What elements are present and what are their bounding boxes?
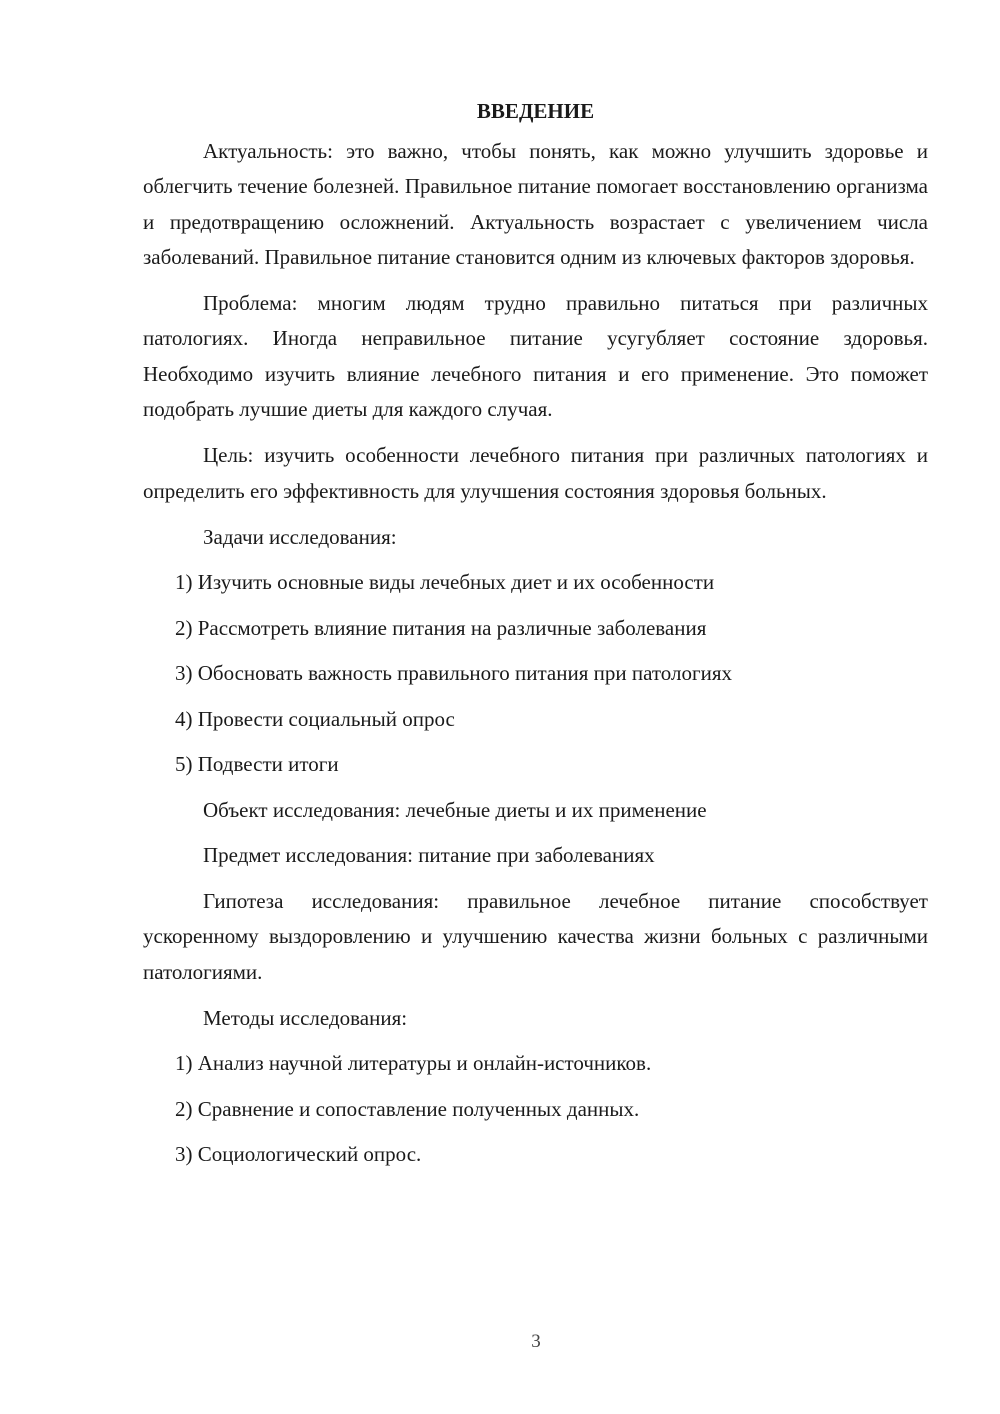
method-item-3: 3) Социологический опрос.	[175, 1142, 422, 1167]
task-item-5: 5) Подвести итоги	[175, 752, 339, 777]
method-item-2: 2) Сравнение и сопоставление полученных данных.	[175, 1096, 640, 1121]
research-subject: Предмет исследования: питание при заболеваниях	[203, 843, 655, 868]
goal-paragraph: Цель: изучить особенности лечебного питания при различных патологиях и определить его эффективность для улучшения состояния здоровья больных.	[143, 443, 928, 503]
task-item-4: 4) Провести социальный опрос	[175, 706, 455, 731]
relevance-paragraph: Актуальность: это важно, чтобы понять, как можно улучшить здоровье и облегчить течение болезней. Правильное питание помогает восстановлению организма и предотвращению осложнений. Актуальность возрастает с увеличением числа заболеваний. Правильное питание становится одним из ключевых факторов здоровья.	[143, 139, 928, 269]
page-content	[143, 94, 928, 1183]
problem-paragraph: Проблема: многим людям трудно правильно питаться при различных патологиях. Иногда неправильное питание усугубляет состояние здоровья. Необходимо изучить влияние лечебного питания и его применение. Это поможет подобрать лучшие диеты для каждого случая.	[143, 291, 928, 422]
task-item-2: 2) Рассмотреть влияние питания на различные заболевания	[175, 615, 707, 640]
tasks-heading: Задачи исследования:	[203, 524, 397, 549]
task-item-3: 3) Обосновать важность правильного питания при патологиях	[175, 661, 732, 686]
hypothesis-paragraph: Гипотеза исследования: правильное лечебное питание способствует ускоренному выздоровлению и улучшению качества жизни больных с различными патологиями.	[143, 888, 928, 984]
method-item-1: 1) Анализ научной литературы и онлайн-источников.	[175, 1051, 652, 1076]
research-object: Объект исследования: лечебные диеты и их применение	[203, 797, 707, 822]
section-title: ВВЕДЕНИЕ	[476, 99, 595, 123]
page-number: 3	[531, 1331, 541, 1352]
task-item-1: 1) Изучить основные виды лечебных диет и их особенности	[175, 570, 715, 595]
methods-heading: Методы исследования:	[203, 1005, 408, 1030]
